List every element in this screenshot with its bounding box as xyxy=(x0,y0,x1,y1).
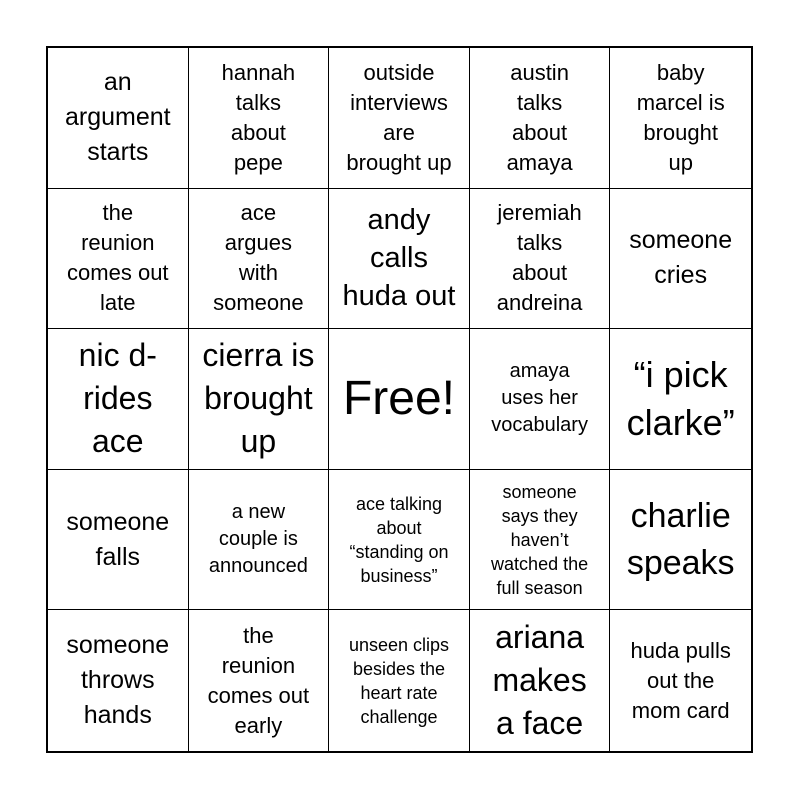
bingo-cell-r2c3[interactable] xyxy=(329,189,470,330)
cell-text: austin talks about amaya xyxy=(506,59,573,175)
cell-text: ace argues with someone xyxy=(213,200,304,316)
cell-text: someone falls xyxy=(66,507,170,571)
bingo-cell-r1c5[interactable] xyxy=(610,48,751,189)
bingo-cell-r3c4[interactable] xyxy=(470,329,611,470)
cell-text: cierra is brought up xyxy=(202,337,315,460)
cell-text: andy calls huda out xyxy=(342,204,456,313)
cell-text: jeremiah talks about andreina xyxy=(496,200,583,316)
bingo-cell-r5c2[interactable] xyxy=(189,610,330,751)
cell-text: ace talking about “standing on business” xyxy=(349,493,449,586)
bingo-cell-r2c4[interactable] xyxy=(470,189,611,330)
bingo-cell-r1c3[interactable] xyxy=(329,48,470,189)
cell-text: outside interviews are brought up xyxy=(346,59,452,175)
cell-text: “i pick clarke” xyxy=(626,353,735,443)
bingo-cell-r5c3[interactable] xyxy=(329,610,470,751)
cell-text: hannah talks about pepe xyxy=(221,59,296,175)
bingo-cell-r5c1[interactable] xyxy=(48,610,189,751)
cell-text: a new couple is announced xyxy=(208,501,308,578)
bingo-board xyxy=(46,46,753,753)
cell-text: an argument starts xyxy=(64,68,171,167)
cell-text: someone throws hands xyxy=(66,631,170,730)
bingo-cell-r3c2[interactable] xyxy=(189,329,330,470)
cell-text: ariana makes a face xyxy=(492,619,587,742)
bingo-cell-r2c1[interactable] xyxy=(48,189,189,330)
cell-text: someone cries xyxy=(629,226,733,290)
cell-text: the reunion comes out late xyxy=(67,200,169,316)
cell-text: unseen clips besides the heart rate challenge xyxy=(348,634,450,727)
bingo-cell-r1c2[interactable] xyxy=(189,48,330,189)
bingo-cell-r2c2[interactable] xyxy=(189,189,330,330)
bingo-cell-r5c5[interactable] xyxy=(610,610,751,751)
bingo-cell-r5c4[interactable] xyxy=(470,610,611,751)
cell-text: huda pulls out the mom card xyxy=(630,637,731,723)
cell-text: someone says they haven’t watched the full season xyxy=(491,481,589,598)
cell-text: nic d- rides ace xyxy=(78,337,157,460)
bingo-cell-r3c5[interactable] xyxy=(610,329,751,470)
free-space-text: Free! xyxy=(342,371,455,425)
bingo-cell-r1c1[interactable] xyxy=(48,48,189,189)
bingo-cell-r4c3[interactable] xyxy=(329,470,470,611)
bingo-cell-r1c4[interactable] xyxy=(470,48,611,189)
bingo-cell-r4c5[interactable] xyxy=(610,470,751,611)
cell-text: the reunion comes out early xyxy=(207,622,310,738)
bingo-cell-r4c2[interactable] xyxy=(189,470,330,611)
cell-text: baby marcel is brought up xyxy=(636,59,725,175)
bingo-cell-r2c5[interactable] xyxy=(610,189,751,330)
cell-text: charlie speaks xyxy=(626,496,735,582)
bingo-cell-r4c4[interactable] xyxy=(470,470,611,611)
bingo-cell-r4c1[interactable] xyxy=(48,470,189,611)
bingo-cell-r3c1[interactable] xyxy=(48,329,189,470)
free-space[interactable] xyxy=(329,329,470,470)
cell-text: amaya uses her vocabulary xyxy=(491,360,588,437)
